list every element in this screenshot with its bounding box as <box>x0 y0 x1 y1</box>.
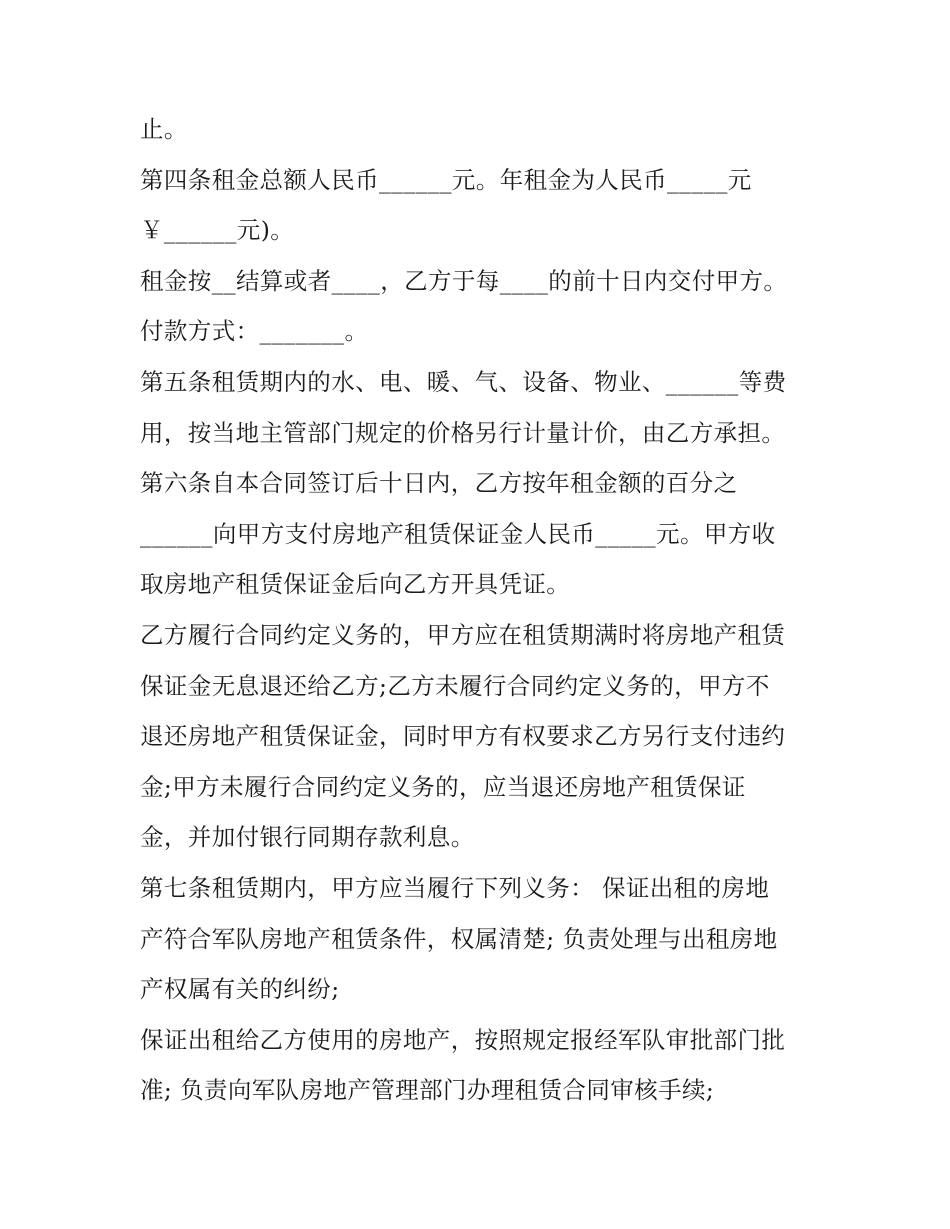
text-line: 保证出租给乙方使用的房地产，按照规定报经军队审批部门批 <box>140 1026 786 1054</box>
text-line: 产权属有关的纠纷; <box>140 975 340 1003</box>
text-line: 金，并加付银行同期存款利息。 <box>140 823 475 851</box>
text-line: 付款方式：_______。 <box>140 317 369 345</box>
text-line: 保证金无息退还给乙方;乙方未履行合同约定义务的，甲方不 <box>140 672 770 700</box>
text-line: ￥______元)。 <box>140 216 295 244</box>
text-line: 产符合军队房地产租赁条件，权属清楚; 负责处理与出租房地 <box>140 925 778 953</box>
text-line: 取房地产租赁保证金后向乙方开具凭证。 <box>140 570 571 598</box>
text-line: 第五条租赁期内的水、电、暖、气、设备、物业、______等费 <box>140 368 787 396</box>
text-line: 第四条租金总额人民币______元。年租金为人民币_____元 <box>140 166 752 194</box>
text-line: 退还房地产租赁保证金，同时甲方有权要求乙方另行支付违约 <box>140 722 786 750</box>
text-line: ______向甲方支付房地产租赁保证金人民币_____元。甲方收 <box>140 520 776 548</box>
text-line: 乙方履行合同约定义务的，甲方应在租赁期满时将房地产租赁 <box>140 621 786 649</box>
text-line: 租金按__结算或者____，乙方于每____的前十日内交付甲方。 <box>140 267 788 295</box>
text-line: 第七条租赁期内，甲方应当履行下列义务： 保证出租的房地 <box>140 874 770 902</box>
text-line: 用，按当地主管部门规定的价格另行计量计价，由乙方承担。 <box>140 419 786 447</box>
text-line: 准; 负责向军队房地产管理部门办理租赁合同审核手续; <box>140 1076 715 1104</box>
text-line: 止。 <box>140 115 188 143</box>
text-line: 第六条自本合同签订后十日内，乙方按年租金额的百分之 <box>140 469 738 497</box>
text-line: 金;甲方未履行合同约定义务的，应当退还房地产租赁保证 <box>140 773 746 801</box>
